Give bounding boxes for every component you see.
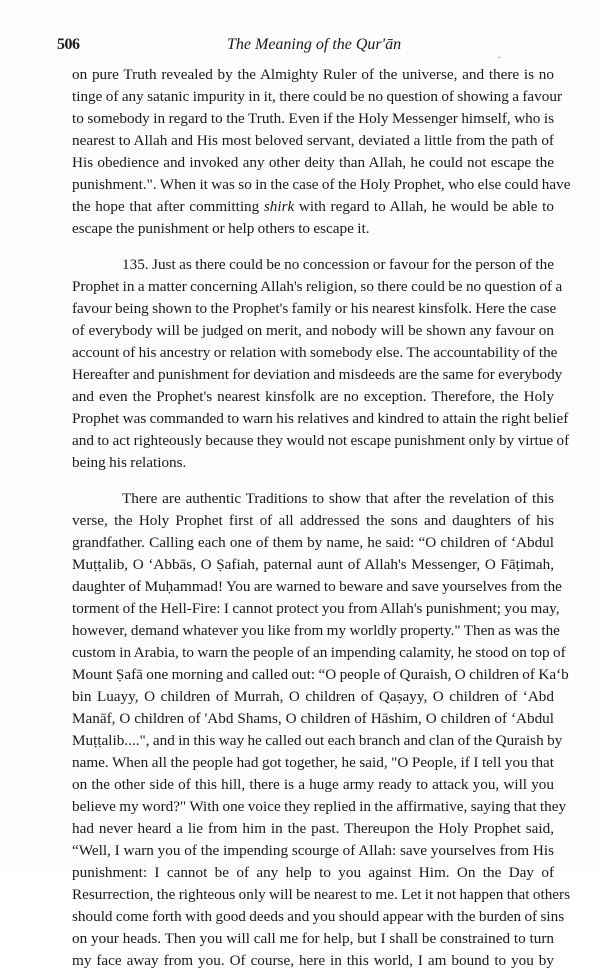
text-line: and even the Prophet's nearest kinsfolk are no exception. Therefore, the Holy [72,388,554,405]
text-line: however, demand whatever you like from my worldly property." Then as was the [72,622,560,639]
text-line: and to act righteously because they would not escape punishment only by virtue of [72,432,570,449]
text-line [72,196,554,218]
running-head [57,36,501,61]
text-line: Prophet in a matter concerning Allah's religion, so there could be no question of a [72,278,563,295]
paragraph-note-135 [72,254,570,474]
text-line: had never heard a lie from him in the past. Thereupon the Holy Prophet said, [72,820,554,837]
text-line: being his relations. [72,454,187,471]
text-line: punishment.". When it was so in the case of the Holy Prophet, who else could have [72,176,571,193]
text-line: Mount Ṣafā one morning and called out: “O people of Quraish, O children of Ka‘b [72,666,569,683]
text-segment: with regard to Allah, he would be able to [294,198,554,215]
text-line: grandfather. Calling each one of them by name, he said: “O children of ‘Abdul [72,534,554,551]
text-line: verse, the Holy Prophet first of all addressed the sons and daughters of his [72,512,554,529]
scan-speck: . [498,50,501,61]
text-line: should come forth with good deeds and you should appear with the burden of sins [72,908,565,925]
paragraph-gap [72,240,554,254]
paragraph-continuation [72,64,571,240]
text-line: on your heads. Then you will call me for help, but I shall be constrained to turn [72,930,554,947]
text-line: Hereafter and punishment for deviation and misdeeds are the same for everybody [72,366,563,383]
text-line: “Well, I warn you of the impending scourge of Allah: save yourselves from His [72,842,554,859]
text-line: my face away from you. Of course, here in this world, I am bound to you by [72,952,554,969]
text-line: His obedience and invoked any other deity than Allah, he could not escape the [72,154,554,171]
text-line: There are authentic Traditions to show that after the revelation of this [122,490,554,507]
paragraph-traditions [72,488,570,972]
text-line: escape the punishment or help others to escape it. [72,220,370,237]
text-line: favour being shown to the Prophet's family or his nearest kinsfolk. Here the case [72,300,557,317]
text-line: tinge of any satanic impurity in it, there could be no question of showing a favour [72,88,563,105]
text-line: on pure Truth revealed by the Almighty Ruler of the universe, and there is no [72,66,554,83]
text-line: Muṭṭalib....", and in this way he called out each branch and clan of the Quraish by [72,732,563,749]
text-segment: the hope that after committing [72,198,264,215]
body-text [72,64,571,972]
page-number: 506 [57,36,80,53]
italic-term-shirk: shirk [263,198,295,215]
text-line: on the other side of this hill, there is a huge army ready to attack you, will you [72,776,554,793]
text-line: Muṭṭalib, O ‘Abbās, O Ṣafiah, paternal aunt of Allah's Messenger, O Fāṭimah, [72,556,554,573]
text-line: torment of the Hell-Fire: I cannot protect you from Allah's punishment; you may, [72,600,560,617]
text-line: to somebody in regard to the Truth. Even if the Holy Messenger himself, who is [72,110,554,127]
text-line: of everybody will be judged on merit, and nobody will be shown any favour on [72,322,554,339]
text-line: daughter of Muḥammad! You are warned to beware and save yourselves from the [72,578,562,595]
text-line: 135. Just as there could be no concession or favour for the person of the [122,256,554,273]
text-line: nearest to Allah and His most beloved servant, deviated a little from the path of [72,132,554,149]
book-title: The Meaning of the Qur'ān [227,36,402,53]
text-line: name. When all the people had got together, he said, "O People, if I tell you that [72,754,554,771]
text-line: punishment: I cannot be of any help to you against Him. On the Day of [72,864,554,881]
paragraph-gap [72,474,554,488]
text-line: Prophet was commanded to warn his relatives and kindred to attain the right belief [72,410,569,427]
text-line: believe my word?" With one voice they replied in the affirmative, saying that they [72,798,567,815]
text-line: Manāf, O children of 'Abd Shams, O children of Hāshim, O children of ‘Abdul [72,710,554,727]
text-line: custom in Arabia, to warn the people of an impending calamity, he stood on top of [72,644,566,661]
text-line: Resurrection, the righteous only will be nearest to me. Let it not happen that others [72,886,570,903]
text-line: bin Luayy, O children of Murrah, O children of Qaṣayy, O children of ‘Abd [72,688,554,705]
text-line: account of his ancestry or relation with somebody else. The accountability of the [72,344,558,361]
